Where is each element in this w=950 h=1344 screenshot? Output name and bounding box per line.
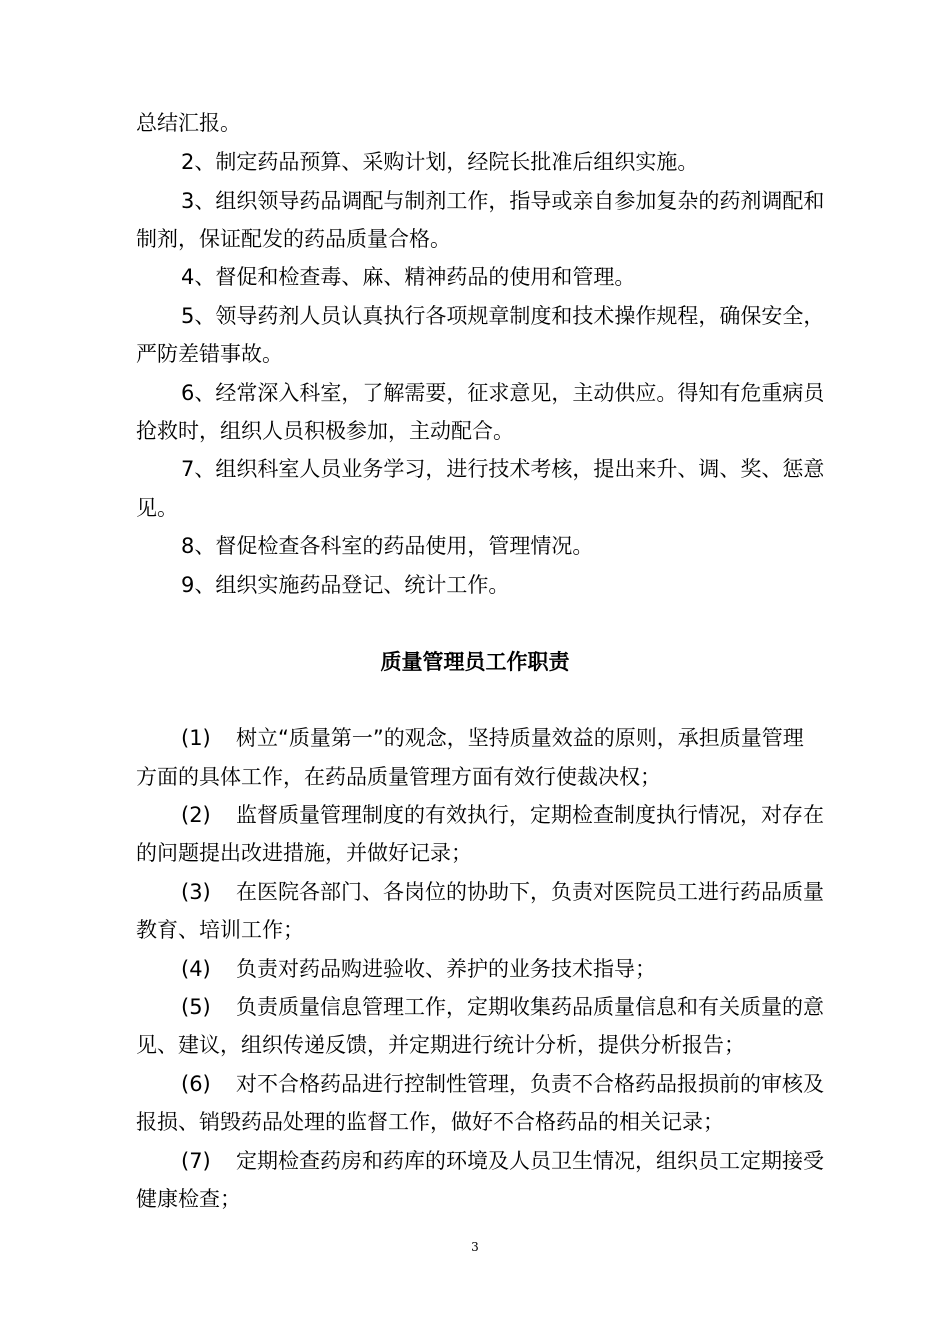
list-item (136, 950, 905, 988)
paragraph-line: 7、组织科室人员业务学习，进行技术考核，提出来升、调、奖、惩意 (181, 457, 825, 481)
paragraph-line: 6、经常深入科室，了解需要，征求意见，主动供应。得知有危重病员 (181, 381, 825, 405)
list-number: (1) (181, 726, 211, 750)
list-text: 树立“质量第一”的观念，坚持质量效益的原则，承担质量管理 (236, 726, 804, 750)
list-item (136, 988, 905, 1026)
list-text: 在医院各部门、各岗位的协助下，负责对医院员工进行药品质量 (236, 880, 824, 904)
list-item (136, 1065, 905, 1103)
paragraph-line: 方面的具体工作，在药品质量管理方面有效行使裁决权； (136, 765, 661, 789)
paragraph-line: 教育、培训工作； (136, 918, 304, 942)
list-item (136, 719, 905, 757)
list-item (136, 796, 905, 834)
list-number: (3) (181, 880, 211, 904)
paragraph-line: 总结汇报。 (136, 111, 241, 135)
paragraph-line: 5、领导药剂人员认真执行各项规章制度和技术操作规程，确保安全， (181, 304, 825, 328)
page-number: 3 (471, 1240, 479, 1254)
paragraph-line: 健康检查； (136, 1187, 241, 1211)
list-number: (4) (181, 957, 211, 981)
paragraph-line: 8、督促检查各科室的药品使用，管理情况。 (181, 534, 594, 558)
list-number: (2) (181, 803, 211, 827)
paragraph-line: 见、建议，组织传递反馈，并定期进行统计分析，提供分析报告； (136, 1033, 745, 1057)
list-text: 负责质量信息管理工作，定期收集药品质量信息和有关质量的意 (236, 995, 824, 1019)
list-number: (5) (181, 995, 211, 1019)
paragraph-line: 报损、销毁药品处理的监督工作，做好不合格药品的相关记录； (136, 1110, 724, 1134)
section-title: 质量管理员工作职责 (380, 650, 570, 674)
paragraph-line: 4、督促和检查毒、麻、精神药品的使用和管理。 (181, 265, 636, 289)
list-item (136, 1142, 905, 1180)
paragraph-line: 见。 (136, 496, 178, 520)
list-number: (7) (181, 1149, 211, 1173)
paragraph-line: 抢救时，组织人员积极参加，主动配合。 (136, 419, 514, 443)
list-number: (6) (181, 1072, 211, 1096)
paragraph-line: 9、组织实施药品登记、统计工作。 (181, 573, 510, 597)
list-text: 监督质量管理制度的有效执行，定期检查制度执行情况，对存在 (236, 803, 824, 827)
list-text: 对不合格药品进行控制性管理，负责不合格药品报损前的审核及 (236, 1072, 824, 1096)
list-text: 定期检查药房和药库的环境及人员卫生情况，组织员工定期接受 (236, 1149, 824, 1173)
list-item (136, 873, 905, 911)
paragraph-line: 的问题提出改进措施，并做好记录； (136, 841, 472, 865)
paragraph-line: 2、制定药品预算、采购计划，经院长批准后组织实施。 (181, 150, 699, 174)
paragraph-line: 3、组织领导药品调配与制剂工作，指导或亲自参加复杂的药剂调配和 (181, 189, 825, 213)
list-text: 负责对药品购进验收、养护的业务技术指导； (236, 957, 656, 981)
paragraph-line: 严防差错事故。 (136, 342, 283, 366)
paragraph-line: 制剂，保证配发的药品质量合格。 (136, 227, 451, 251)
